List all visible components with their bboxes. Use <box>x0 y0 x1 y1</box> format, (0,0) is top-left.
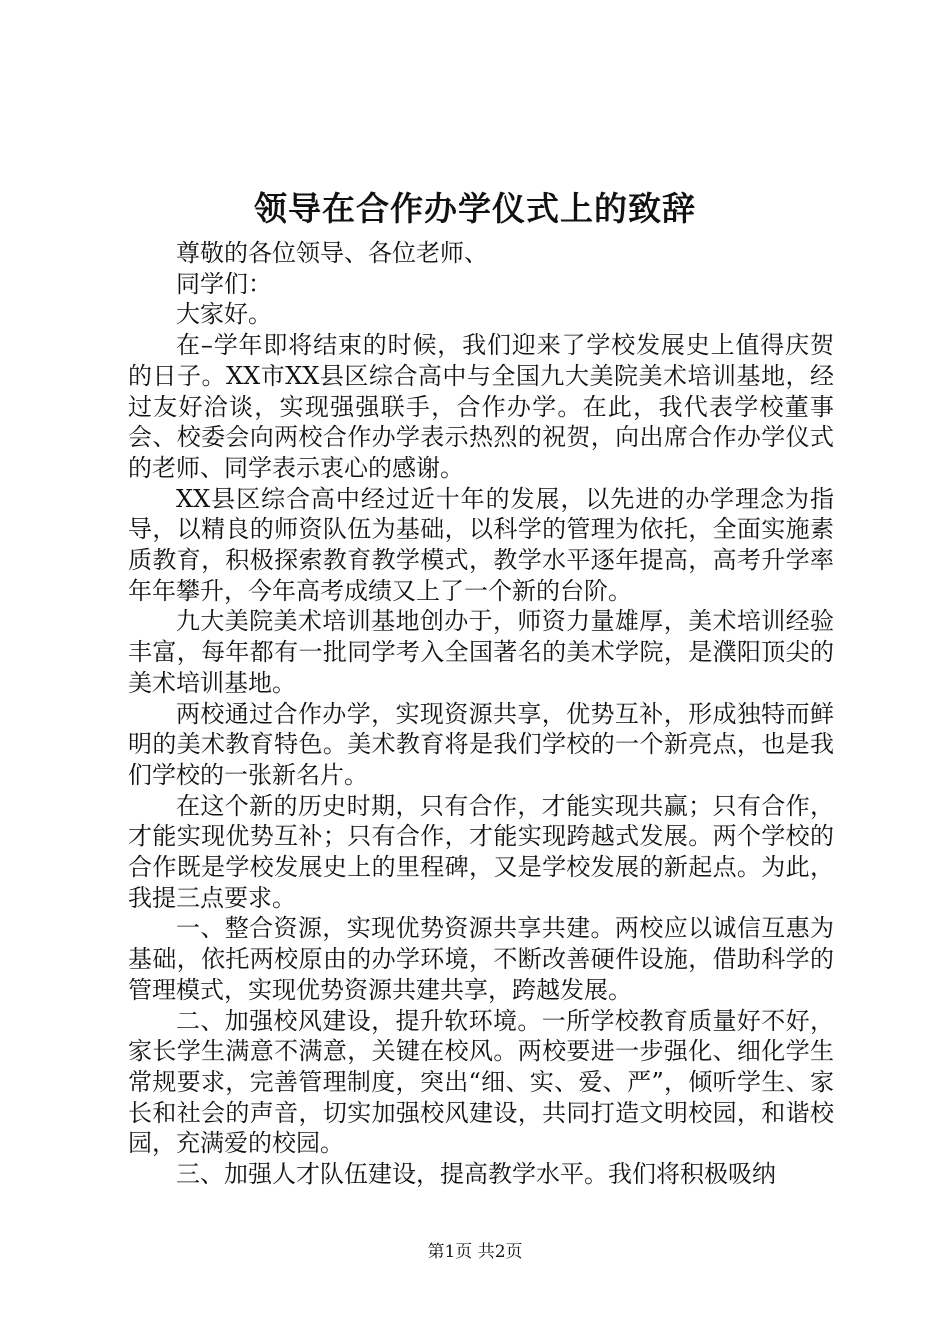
body-paragraph: 二、加强校风建设，提升软环境。一所学校教育质量好不好，家长学生满意不满意，关键在校风。两校要进一步强化、细化学生常规要求，完善管理制度，突出“细、实、爱、严”，倾听学生、家长和社会的声音，切实加强校风建设，共同打造文明校园，和谐校园，充满爱的校园。 <box>128 1006 834 1158</box>
greeting-paragraph: 大家好。 <box>176 300 272 329</box>
body-paragraph: 一、整合资源，实现优势资源共享共建。两校应以诚信互惠为基础，依托两校原由的办学环境，不断改善硬件设施，借助科学的管理模式，实现优势资源共建共享，跨越发展。 <box>128 914 834 1004</box>
page-number-footer: 第1页 共2页 <box>427 1242 523 1262</box>
body-paragraph: 九大美院美术培训基地创办于，师资力量雄厚，美术培训经验丰富，每年都有一批同学考入全国著名的美术学院，是濮阳顶尖的美术培训基地。 <box>128 607 834 697</box>
body-paragraph: XX县区综合高中经过近十年的发展，以先进的办学理念为指导，以精良的师资队伍为基础，以科学的管理为依托，全面实施素质教育，积极探索教育教学模式，教学水平逐年提高，高考升学率年年攀升，今年高考成绩又上了一个新的台阶。 <box>128 484 834 605</box>
salutation-line-2: 同学们： <box>176 269 272 298</box>
body-paragraph: 在–学年即将结束的时候，我们迎来了学校发展史上值得庆贺的日子。XX市XX县区综合高中与全国九大美院美术培训基地，经过友好洽谈，实现强强联手，合作办学。在此，我代表学校董事会、校委会向两校合作办学表示热烈的祝贺，向出席合作办学仪式的老师、同学表示衷心的感谢。 <box>128 331 834 482</box>
body-paragraph: 在这个新的历史时期，只有合作，才能实现共赢；只有合作，才能实现优势互补；只有合作，才能实现跨越式发展。两个学校的合作既是学校发展史上的里程碑，又是学校发展的新起点。为此，我提三点要求。 <box>128 791 834 912</box>
document-body <box>128 238 834 1190</box>
body-paragraph: 三、加强人才队伍建设，提高教学水平。我们将积极吸纳 <box>176 1160 776 1189</box>
salutation-line-1: 尊敬的各位领导、各位老师、 <box>176 239 488 267</box>
body-paragraph: 两校通过合作办学，实现资源共享，优势互补，形成独特而鲜明的美术教育特色。美术教育将是我们学校的一个新亮点，也是我们学校的一张新名片。 <box>128 699 834 789</box>
document-title: 领导在合作办学仪式上的致辞 <box>254 189 696 228</box>
